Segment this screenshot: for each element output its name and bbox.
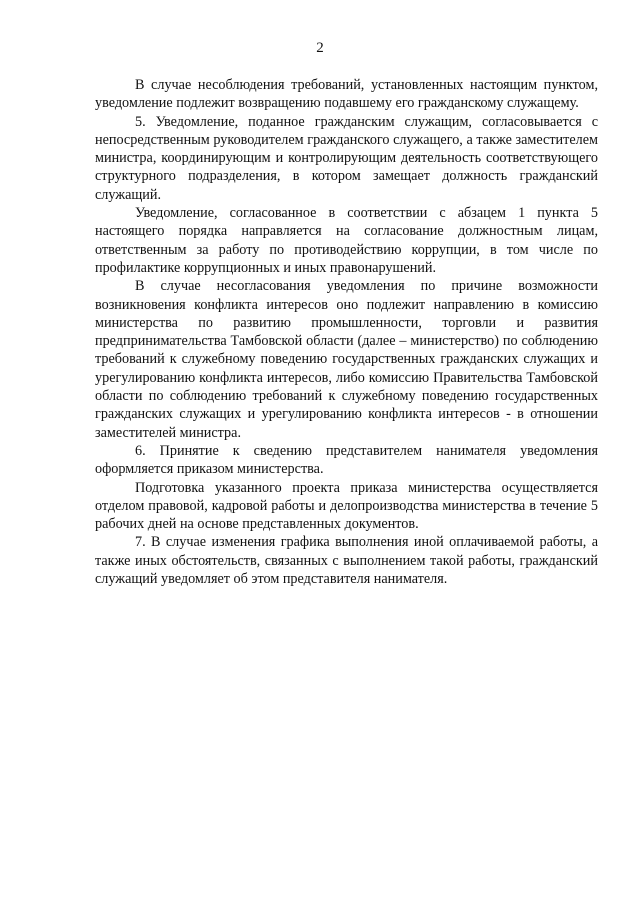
paragraph: Уведомление, согласованное в соответствии с абзацем 1 пункта 5 настоящего порядка направляется на согласование должностным лицам, ответственным за работу по противодействию коррупции, в том числе по профилактике коррупционных и иных правонарушений. [95,205,598,276]
paragraph: 5. Уведомление, поданное гражданским служащим, согласовывается с непосредственным руководителем гражданского служащего, а также заместителем министра, координирующим и контролирующим деятельность соответствующего структурного подразделения, в котором замещает должность гражданский служащий. [95,113,598,203]
paragraph: 6. Принятие к сведению представителем нанимателя уведомления оформляется приказом министерства. [95,442,598,478]
page-number: 2 [316,40,324,56]
paragraph: В случае несогласования уведомления по причине возможности возникновения конфликта интересов оно подлежит направлению в комиссию министерства по развитию промышленности, торговли и развития предпринимательства Тамбовской области (далее – министерство) по соблюдению требований к служебному поведению государственных гражданских служащих и урегулированию конфликта интересов, либо комиссию Правительства Тамбовской области по соблюдению требований к служебному поведению государственных гражданских служащих и урегулированию конфликта интересов - в отношении заместителей министра. [95,278,598,441]
paragraph: 7. В случае изменения графика выполнения иной оплачиваемой работы, а также иных обстоятельств, связанных с выполнением такой работы, гражданский служащий уведомляет об этом представителя нанимателя. [95,534,598,588]
document-body [95,76,598,588]
paragraph: В случае несоблюдения требований, установленных настоящим пунктом, уведомление подлежит возвращению подавшему его гражданскому служащему. [95,77,598,112]
paragraph: Подготовка указанного проекта приказа министерства осуществляется отделом правовой, кадровой работы и делопроизводства министерства в течение 5 рабочих дней на основе представленных документов. [95,479,598,533]
